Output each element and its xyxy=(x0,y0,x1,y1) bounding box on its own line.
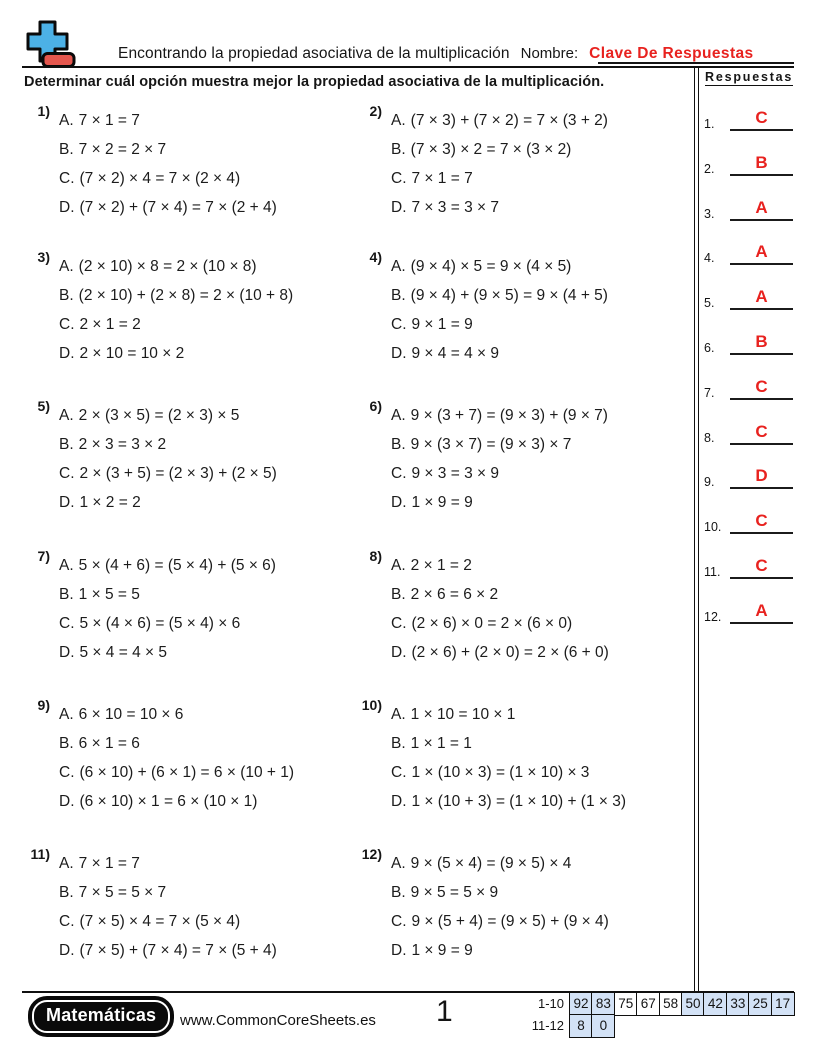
score-cell: 58 xyxy=(659,992,683,1016)
option-equation: 9 × (3 + 7) = (9 × 3) + (9 × 7) xyxy=(410,407,608,424)
answer-number: 12. xyxy=(704,609,722,624)
problem-number: 11) xyxy=(30,846,50,862)
option-B xyxy=(391,430,608,459)
option-equation: 5 × (4 × 6) = (5 × 4) × 6 xyxy=(79,615,241,632)
option-label: A. xyxy=(59,557,74,574)
option-label: B. xyxy=(391,287,406,304)
option-C xyxy=(391,907,609,936)
option-equation: 9 × (5 × 4) = (9 × 5) × 4 xyxy=(410,855,572,872)
score-table xyxy=(520,992,795,1038)
option-equation: 5 × (4 + 6) = (5 × 4) + (5 × 6) xyxy=(78,557,276,574)
option-equation: 7 × 2 = 2 × 7 xyxy=(78,141,167,158)
option-label: D. xyxy=(59,793,75,810)
answer-item-7 xyxy=(704,371,793,400)
option-B xyxy=(391,580,609,609)
option-C xyxy=(59,907,277,936)
option-A xyxy=(391,551,609,580)
problem-number: 10) xyxy=(361,697,382,713)
option-label: D. xyxy=(59,942,75,959)
option-label: D. xyxy=(391,199,407,216)
problem-number: 1) xyxy=(37,103,50,119)
brand-label: Matemáticas xyxy=(32,1000,170,1033)
option-label: A. xyxy=(391,407,406,424)
option-C xyxy=(59,164,277,193)
option-label: B. xyxy=(59,287,74,304)
answer-letter: C xyxy=(755,376,768,396)
answer-number: 11. xyxy=(704,565,721,579)
option-equation: 7 × 1 = 7 xyxy=(411,170,473,187)
option-equation: 7 × 1 = 7 xyxy=(78,112,140,129)
score-row-2 xyxy=(520,1014,795,1038)
name-label: Nombre: xyxy=(520,45,579,62)
option-label: C. xyxy=(59,764,75,781)
option-equation: 2 × (3 + 5) = (2 × 3) + (2 × 5) xyxy=(79,465,277,482)
website-url: www.CommonCoreSheets.es xyxy=(180,1012,376,1029)
option-label: B. xyxy=(59,141,74,158)
option-C xyxy=(59,758,294,787)
instruction-text: Determinar cuál opción muestra mejor la propiedad asociativa de la multiplicación. xyxy=(24,74,605,90)
answer-letter: C xyxy=(755,421,768,441)
answer-item-3 xyxy=(704,192,793,221)
option-equation: (2 × 6) + (2 × 0) = 2 × (6 + 0) xyxy=(411,644,609,661)
answer-letter: B xyxy=(755,332,768,351)
answer-number: 1. xyxy=(704,117,715,131)
problem-8 xyxy=(352,548,609,667)
score-row-1 xyxy=(520,992,795,1016)
option-A xyxy=(59,252,293,281)
option-equation: (6 × 10) × 1 = 6 × (10 × 1) xyxy=(79,793,258,810)
problem-1 xyxy=(20,103,277,222)
sidebar-divider xyxy=(694,67,699,992)
score-cell: 83 xyxy=(591,992,615,1016)
option-label: B. xyxy=(391,141,406,158)
option-equation: 1 × 9 = 9 xyxy=(411,942,473,959)
option-label: A. xyxy=(59,112,74,129)
plus-minus-logo-icon xyxy=(26,20,84,70)
option-equation: (6 × 10) + (6 × 1) = 6 × (10 + 1) xyxy=(79,764,295,781)
option-equation: 1 × (10 + 3) = (1 × 10) + (1 × 3) xyxy=(411,793,627,810)
option-D xyxy=(59,193,277,222)
minus-shape xyxy=(43,54,74,67)
option-equation: 2 × 10 = 10 × 2 xyxy=(79,345,185,362)
problem-options xyxy=(391,700,626,816)
option-equation: 6 × 10 = 10 × 6 xyxy=(78,706,184,723)
answer-number: 9. xyxy=(704,475,715,490)
option-A xyxy=(59,401,277,430)
option-C xyxy=(391,459,608,488)
answer-letter: D xyxy=(755,466,768,486)
problem-number: 12) xyxy=(361,846,382,862)
problem-number: 9) xyxy=(37,697,50,713)
problem-options xyxy=(59,252,293,368)
page-number: 1 xyxy=(436,995,453,1028)
answer-item-12 xyxy=(704,595,793,624)
option-D xyxy=(59,638,276,667)
option-C xyxy=(391,609,609,638)
option-C xyxy=(391,164,608,193)
answer-item-6 xyxy=(704,326,793,355)
header xyxy=(118,45,798,63)
option-label: C. xyxy=(59,465,75,482)
answer-key-name: Clave De Respuestas xyxy=(589,45,754,62)
option-equation: 1 × 10 = 10 × 1 xyxy=(410,706,516,723)
option-D xyxy=(59,787,294,816)
option-equation: 5 × 4 = 4 × 5 xyxy=(79,644,167,661)
option-D xyxy=(391,936,609,965)
problem-options xyxy=(59,106,277,222)
problem-10 xyxy=(352,697,627,816)
answer-number: 7. xyxy=(704,385,715,400)
option-equation: 2 × 3 = 3 × 2 xyxy=(78,436,167,453)
page-title: Encontrando la propiedad asociativa de la multiplicación xyxy=(118,45,510,62)
option-equation: 6 × 1 = 6 xyxy=(78,735,140,752)
option-equation: 9 × 1 = 9 xyxy=(411,316,473,333)
option-A xyxy=(59,700,294,729)
option-A xyxy=(391,252,608,281)
option-equation: 2 × 6 = 6 × 2 xyxy=(410,586,499,603)
option-equation: 1 × 9 = 9 xyxy=(411,494,473,511)
option-label: A. xyxy=(59,407,74,424)
option-equation: 1 × (10 × 3) = (1 × 10) × 3 xyxy=(411,764,590,781)
option-label: C. xyxy=(59,615,75,632)
answer-blank-line xyxy=(730,288,793,310)
option-label: C. xyxy=(391,465,407,482)
option-equation: 7 × 3 = 3 × 7 xyxy=(411,199,499,216)
option-C xyxy=(59,459,277,488)
option-D xyxy=(59,936,277,965)
problem-5 xyxy=(20,398,277,517)
option-D xyxy=(391,787,626,816)
option-equation: 9 × 4 = 4 × 9 xyxy=(411,345,499,362)
option-D xyxy=(59,339,293,368)
score-cell: 17 xyxy=(771,992,795,1016)
answer-blank-line xyxy=(730,243,793,265)
answer-blank-line xyxy=(730,333,793,355)
problem-options xyxy=(59,551,276,667)
option-D xyxy=(391,638,609,667)
score-cell: 8 xyxy=(569,1014,593,1038)
option-equation: 2 × 1 = 2 xyxy=(79,316,141,333)
option-equation: (7 × 2) + (7 × 4) = 7 × (2 + 4) xyxy=(79,199,277,216)
answer-item-5 xyxy=(704,281,793,310)
problem-options xyxy=(391,252,608,368)
option-label: D. xyxy=(391,942,407,959)
score-row-label: 11-12 xyxy=(531,1018,564,1034)
option-label: C. xyxy=(391,764,407,781)
option-label: D. xyxy=(391,345,407,362)
option-A xyxy=(391,849,609,878)
problem-options xyxy=(391,106,608,222)
option-C xyxy=(391,758,626,787)
option-C xyxy=(59,310,293,339)
option-B xyxy=(391,135,608,164)
option-A xyxy=(391,106,608,135)
option-B xyxy=(59,430,277,459)
problem-number: 8) xyxy=(369,548,382,564)
problem-options xyxy=(59,849,277,965)
option-label: C. xyxy=(59,170,75,187)
score-cell: 50 xyxy=(681,992,705,1016)
answer-blank-line xyxy=(730,467,793,489)
option-equation: 2 × (3 × 5) = (2 × 3) × 5 xyxy=(78,407,240,424)
answer-letter: C xyxy=(755,108,768,127)
option-label: A. xyxy=(59,258,74,275)
problem-options xyxy=(391,849,609,965)
option-label: C. xyxy=(59,316,75,333)
problem-4 xyxy=(352,249,608,368)
option-equation: 7 × 1 = 7 xyxy=(78,855,140,872)
problem-6 xyxy=(352,398,608,517)
answer-letter: C xyxy=(755,511,768,531)
option-label: B. xyxy=(391,586,406,603)
score-cell: 0 xyxy=(591,1014,615,1038)
option-label: B. xyxy=(391,884,406,901)
option-equation: 1 × 2 = 2 xyxy=(79,494,141,511)
answer-blank-line xyxy=(730,109,793,131)
answer-item-1 xyxy=(704,102,793,131)
option-A xyxy=(391,401,608,430)
option-A xyxy=(59,849,277,878)
option-label: D. xyxy=(59,345,75,362)
option-label: A. xyxy=(391,112,406,129)
option-label: B. xyxy=(59,586,74,603)
option-label: D. xyxy=(59,494,75,511)
option-label: B. xyxy=(59,735,74,752)
score-row-label: 1-10 xyxy=(537,996,564,1011)
option-B xyxy=(59,878,277,907)
brand-logo xyxy=(28,996,174,1037)
answer-number: 10. xyxy=(704,520,722,535)
score-cell: 33 xyxy=(726,992,750,1016)
answer-blank-line xyxy=(730,423,793,445)
answer-number: 8. xyxy=(704,430,715,445)
score-cell: 75 xyxy=(614,992,638,1016)
option-label: A. xyxy=(391,258,406,275)
answer-letter: C xyxy=(755,556,768,575)
answer-item-2 xyxy=(704,147,793,176)
score-cell: 25 xyxy=(748,992,772,1016)
option-label: C. xyxy=(391,170,407,187)
option-label: C. xyxy=(391,316,407,333)
answer-blank-line xyxy=(730,557,793,579)
problem-7 xyxy=(20,548,276,667)
option-D xyxy=(59,488,277,517)
answer-blank-line xyxy=(730,378,793,400)
score-cell: 67 xyxy=(636,992,660,1016)
option-D xyxy=(391,193,608,222)
header-divider xyxy=(22,66,794,68)
problem-12 xyxy=(352,846,609,965)
option-equation: 7 × 5 = 5 × 7 xyxy=(78,884,167,901)
answer-blank-line xyxy=(730,199,793,221)
option-equation: 2 × 1 = 2 xyxy=(410,557,472,574)
problem-number: 3) xyxy=(37,249,50,265)
option-label: A. xyxy=(391,706,406,723)
answer-blank-line xyxy=(730,512,793,534)
option-A xyxy=(59,106,277,135)
option-equation: (9 × 4) + (9 × 5) = 9 × (4 + 5) xyxy=(410,287,608,304)
problem-options xyxy=(391,551,609,667)
option-D xyxy=(391,488,608,517)
problem-9 xyxy=(20,697,295,816)
problem-number: 7) xyxy=(37,548,50,564)
problem-number: 6) xyxy=(369,398,382,414)
answer-number: 4. xyxy=(704,251,715,266)
option-B xyxy=(391,729,626,758)
option-equation: 1 × 1 = 1 xyxy=(410,735,472,752)
problem-number: 2) xyxy=(369,103,382,119)
option-equation: (7 × 2) × 4 = 7 × (2 × 4) xyxy=(79,170,241,187)
option-label: A. xyxy=(391,557,406,574)
answer-letter: A xyxy=(755,242,768,262)
problem-options xyxy=(391,401,608,517)
answer-letter: B xyxy=(755,152,768,172)
option-label: B. xyxy=(59,884,74,901)
option-label: C. xyxy=(59,913,75,930)
option-equation: (7 × 5) + (7 × 4) = 7 × (5 + 4) xyxy=(79,942,277,959)
option-A xyxy=(391,700,626,729)
option-equation: (7 × 3) + (7 × 2) = 7 × (3 + 2) xyxy=(410,112,608,129)
answer-number: 6. xyxy=(704,341,715,355)
score-cell: 42 xyxy=(703,992,727,1016)
option-equation: (7 × 5) × 4 = 7 × (5 × 4) xyxy=(79,913,241,930)
option-label: B. xyxy=(391,436,406,453)
option-equation: (9 × 4) × 5 = 9 × (4 × 5) xyxy=(410,258,572,275)
option-label: C. xyxy=(391,913,407,930)
option-C xyxy=(59,609,276,638)
answer-item-8 xyxy=(704,416,793,445)
option-B xyxy=(59,135,277,164)
problem-number: 5) xyxy=(37,398,50,414)
option-B xyxy=(59,281,293,310)
option-label: D. xyxy=(59,644,75,661)
option-equation: (2 × 10) + (2 × 8) = 2 × (10 + 8) xyxy=(78,287,294,304)
option-equation: (7 × 3) × 2 = 7 × (3 × 2) xyxy=(410,141,572,158)
problem-2 xyxy=(352,103,608,222)
option-label: D. xyxy=(391,793,407,810)
problem-options xyxy=(59,700,294,816)
answer-number: 5. xyxy=(704,296,715,311)
option-C xyxy=(391,310,608,339)
problem-options xyxy=(59,401,277,517)
score-cell: 92 xyxy=(569,992,593,1016)
option-equation: 1 × 5 = 5 xyxy=(78,586,140,603)
option-label: A. xyxy=(59,706,74,723)
answer-blank-line xyxy=(730,602,793,624)
name-underline xyxy=(598,62,794,64)
option-label: B. xyxy=(391,735,406,752)
option-label: D. xyxy=(59,199,75,216)
answer-letter: A xyxy=(755,197,768,217)
answer-item-10 xyxy=(704,505,793,534)
option-B xyxy=(391,878,609,907)
option-equation: 9 × (5 + 4) = (9 × 5) + (9 × 4) xyxy=(411,913,609,930)
option-B xyxy=(59,729,294,758)
option-equation: 9 × 3 = 3 × 9 xyxy=(411,465,499,482)
answer-item-4 xyxy=(704,236,793,265)
problem-3 xyxy=(20,249,294,368)
problem-11 xyxy=(20,846,277,965)
option-label: D. xyxy=(391,644,407,661)
answers-panel-title: Respuestas xyxy=(705,70,794,84)
answer-letter: A xyxy=(755,287,768,307)
option-A xyxy=(59,551,276,580)
option-D xyxy=(391,339,608,368)
problem-number: 4) xyxy=(369,249,382,265)
answer-letter: A xyxy=(755,600,768,620)
option-equation: 9 × 5 = 5 × 9 xyxy=(410,884,499,901)
answer-item-9 xyxy=(704,460,793,489)
option-label: A. xyxy=(59,855,74,872)
answer-blank-line xyxy=(730,154,793,176)
option-label: A. xyxy=(391,855,406,872)
option-label: D. xyxy=(391,494,407,511)
option-equation: (2 × 6) × 0 = 2 × (6 × 0) xyxy=(411,615,573,632)
option-equation: (2 × 10) × 8 = 2 × (10 × 8) xyxy=(78,258,257,275)
answer-item-11 xyxy=(704,550,793,579)
answer-number: 2. xyxy=(704,161,715,176)
option-label: B. xyxy=(59,436,74,453)
answer-number: 3. xyxy=(704,206,715,221)
option-B xyxy=(59,580,276,609)
option-equation: 9 × (3 × 7) = (9 × 3) × 7 xyxy=(410,436,572,453)
option-label: C. xyxy=(391,615,407,632)
option-B xyxy=(391,281,608,310)
